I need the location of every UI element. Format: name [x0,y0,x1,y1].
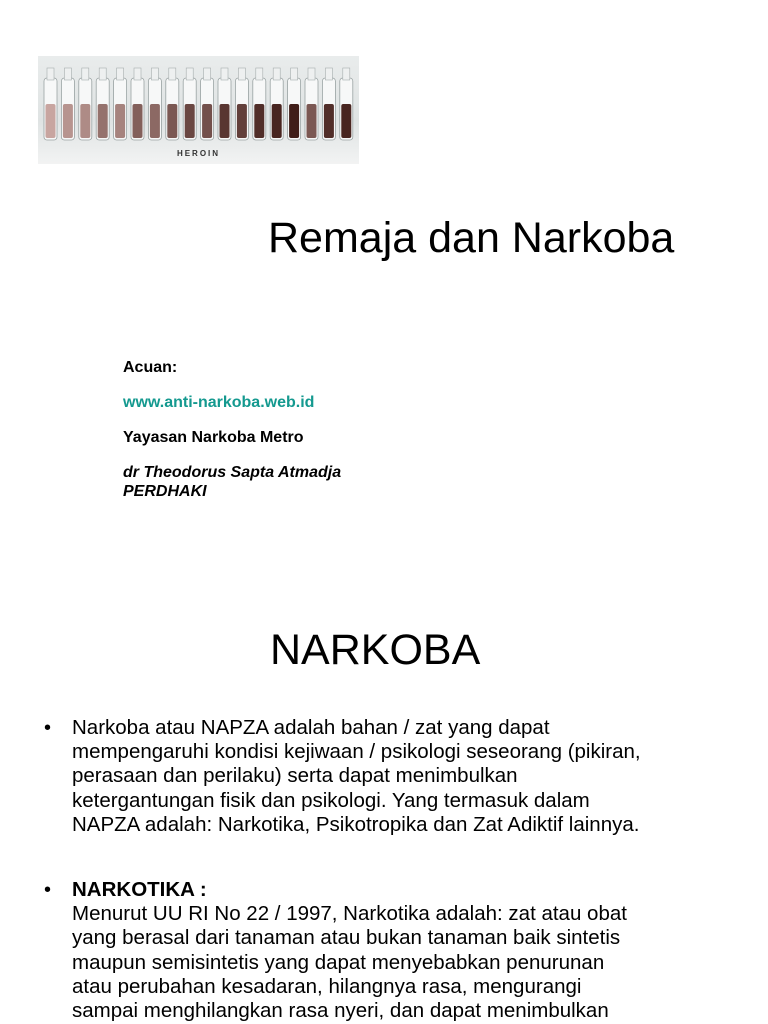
vial-neck [151,68,158,80]
reference-organization: Yayasan Narkoba Metro [123,429,304,446]
bullet-line: atau perubahan kesadaran, hilangnya rasa, mengurangi [72,974,582,998]
vial-neck [221,68,228,80]
vial-neck [204,68,211,80]
vial-neck [186,68,193,80]
vial-neck [273,68,280,80]
vial-powder [202,104,212,138]
vial-powder [115,104,125,138]
vial-neck [256,68,263,80]
bullet-line: mempengaruhi kondisi kejiwaan / psikologi seseorang (pikiran, [72,740,641,764]
bullet-line: Narkoba atau NAPZA adalah bahan / zat yang dapat [72,716,550,739]
vial-powder [150,104,160,138]
vial-neck [169,68,176,80]
bullet-line: ketergantungan fisik dan psikologi. Yang termasuk dalam [72,788,590,812]
vial-neck [308,68,315,80]
vial-neck [47,68,54,80]
vial-powder [324,104,334,138]
bullet-dot-icon: • [44,879,52,901]
vial-powder [307,104,317,138]
vial-powder [237,104,247,138]
vial-neck [64,68,71,80]
vial-powder [341,104,351,138]
photo-caption: HEROIN [176,149,221,158]
section-title: NARKOBA [270,626,481,674]
bullet-line: maupun semisintetis yang dapat menyebabkan penurunan [72,950,605,974]
vial-powder [220,104,230,138]
vial-neck [117,68,124,80]
vial-powder [167,104,177,138]
vial-powder [289,104,299,138]
slide-title: Remaja dan Narkoba [268,214,675,262]
vial-neck [343,68,350,80]
bullet-heading: NARKOTIKA : [72,878,207,901]
bullet-line: sampai menghilangkan rasa nyeri, dan dapat menimbulkan [72,999,609,1023]
vial-neck [82,68,89,80]
heroin-vials-photo [38,56,359,164]
vial-neck [99,68,106,80]
vials-drawing [38,56,359,164]
vial-neck [325,68,332,80]
vial-powder [185,104,195,138]
vial-neck [238,68,245,80]
vial-neck [291,68,298,80]
bullet-line: perasaan dan perilaku) serta dapat menimbulkan [72,764,518,788]
reference-author: dr Theodorus Sapta Atmadja [123,464,342,481]
bullet-line: Menurut UU RI No 22 / 1997, Narkotika adalah: zat atau obat [72,902,627,926]
vial-powder [98,104,108,138]
references-heading: Acuan: [123,359,178,376]
vial-powder [63,104,73,138]
vial-powder [133,104,143,138]
vial-powder [80,104,90,138]
reference-affiliation: PERDHAKI [123,483,207,500]
bullet-dot-icon: • [44,717,52,739]
bullet-line: yang berasal dari tanaman atau bukan tanaman baik sintetis [72,926,621,950]
vial-powder [254,104,264,138]
vial-powder [46,104,56,138]
vial-neck [134,68,141,80]
vial-powder [272,104,282,138]
reference-link[interactable]: www.anti-narkoba.web.id [123,394,315,411]
bullet-line: NAPZA adalah: Narkotika, Psikotropika dan Zat Adiktif lainnya. [72,812,640,836]
